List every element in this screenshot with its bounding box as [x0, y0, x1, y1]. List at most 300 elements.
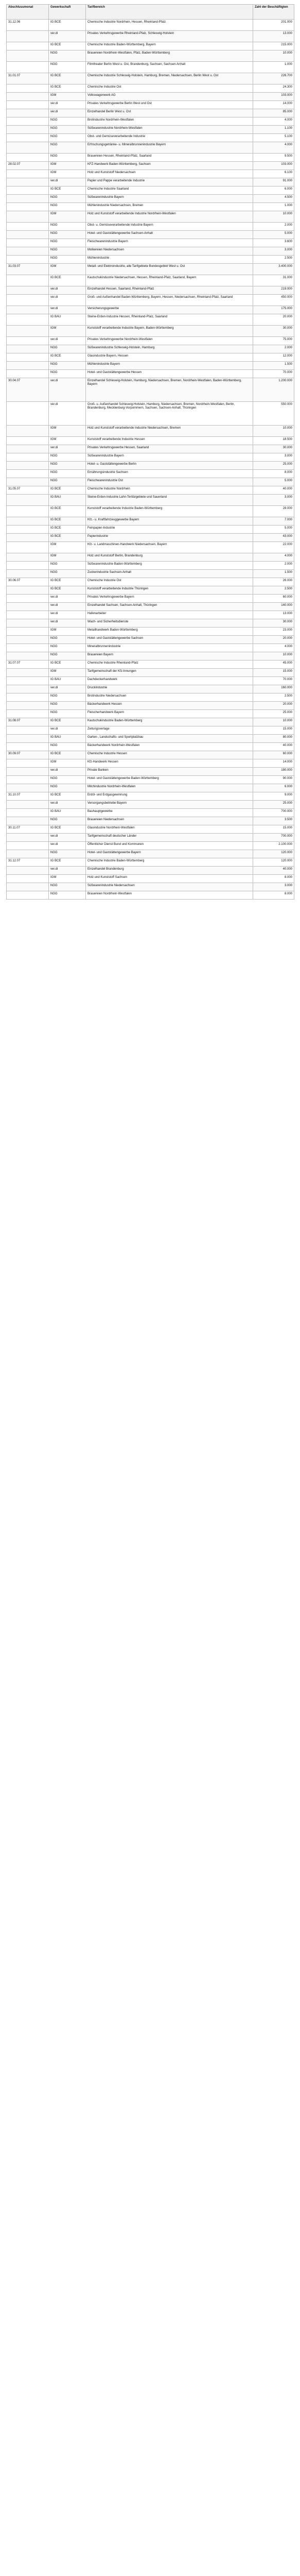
- table-row: [7, 506, 294, 517]
- cell-branch: Bäckerhandwerk Hessen: [86, 702, 253, 710]
- cell-branch: Erdöl- und Erdgasgewinnung: [86, 792, 253, 801]
- cell-union: IG BAU: [49, 809, 86, 817]
- cell-employees: 7.000: [253, 517, 294, 526]
- cell-employees: 3.000: [253, 453, 294, 462]
- cell-month: [7, 842, 49, 850]
- cell-month: [7, 239, 49, 247]
- cell-union: ver.di: [49, 178, 86, 187]
- cell-employees: 60.000: [253, 595, 294, 603]
- cell-branch: Holz und Kunststoff verarbeitende Industrie Nordrhein-Westfalen: [86, 211, 253, 223]
- cell-branch: Tarifgemeinschaft der Kfz-Innungen: [86, 669, 253, 677]
- table-row: [7, 195, 294, 203]
- cell-branch: Wach- und Sicherheitsdienste: [86, 619, 253, 628]
- cell-branch: Brauereien Niedersachsen: [86, 817, 253, 825]
- table-row: [7, 154, 294, 162]
- cell-branch: Chemische Industrie Hessen: [86, 751, 253, 759]
- cell-month: [7, 542, 49, 553]
- cell-month: [7, 126, 49, 134]
- cell-employees: 25.000: [253, 801, 294, 809]
- cell-union: IGM: [49, 170, 86, 178]
- header-month: Abschlussmonat: [7, 5, 49, 20]
- table-row: [7, 31, 294, 42]
- cell-month: [7, 345, 49, 353]
- cell-union: NGG: [49, 231, 86, 239]
- cell-branch: Hotel- u. Gaststättengewerbe Berlin: [86, 462, 253, 470]
- cell-branch: Süßwarenindustrie Niedersachsen: [86, 883, 253, 891]
- cell-month: 31.05.07: [7, 486, 49, 495]
- cell-employees: 3.400.000: [253, 264, 294, 275]
- cell-union: ver.di: [49, 445, 86, 453]
- cell-branch: Öffentlicher Dienst Bund und Kommunen: [86, 842, 253, 850]
- cell-union: NGG: [49, 462, 86, 470]
- cell-month: [7, 628, 49, 636]
- cell-union: IG BCE: [49, 506, 86, 517]
- cell-union: ver.di: [49, 402, 86, 426]
- cell-branch: Hotel- und Gaststättengewerbe Sachsen-Anhalt: [86, 231, 253, 239]
- table-row: [7, 353, 294, 362]
- table-row: [7, 402, 294, 426]
- cell-month: [7, 517, 49, 526]
- table-row: [7, 842, 294, 850]
- cell-branch: Einzelhandel Berlin West u. Ost: [86, 109, 253, 117]
- table-row: [7, 534, 294, 542]
- cell-employees: 1.500: [253, 570, 294, 578]
- cell-union: IGM: [49, 875, 86, 883]
- cell-union: NGG: [49, 652, 86, 660]
- cell-month: [7, 685, 49, 693]
- cell-branch: Hotel- und Gaststättengewerbe Hessen: [86, 370, 253, 378]
- cell-union: IG BCE: [49, 84, 86, 93]
- cell-branch: Private Banken: [86, 768, 253, 776]
- table-row: [7, 93, 294, 101]
- table-header-row: [7, 5, 294, 20]
- cell-employees: 25.000: [253, 710, 294, 718]
- cell-branch: Kautschukindustrie Baden-Württemberg: [86, 718, 253, 726]
- cell-union: ver.di: [49, 109, 86, 117]
- cell-employees: 12.000: [253, 353, 294, 362]
- cell-union: ver.di: [49, 31, 86, 42]
- cell-branch: Glasindustrie Nordrhein-Westfalen: [86, 825, 253, 834]
- cell-branch: Obst- u. Gemüseverarbeitende Industrie Bayern: [86, 223, 253, 231]
- table-row: [7, 867, 294, 875]
- cell-union: NGG: [49, 203, 86, 211]
- cell-month: [7, 784, 49, 792]
- cell-branch: Mühlenindustrie: [86, 256, 253, 264]
- cell-month: [7, 553, 49, 562]
- cell-month: [7, 370, 49, 378]
- table-row: [7, 20, 294, 31]
- cell-branch: Kunststoff verarbeitende Industrie Bayern, Baden-Württemberg: [86, 326, 253, 337]
- cell-employees: 9.000: [253, 792, 294, 801]
- cell-employees: 91.000: [253, 178, 294, 187]
- cell-employees: 103.000: [253, 93, 294, 101]
- cell-branch: Steine-Erden-Industrie Lahn-Tertiärgebiete und Sauerland: [86, 495, 253, 506]
- cell-union: ver.di: [49, 286, 86, 295]
- table-row: [7, 62, 294, 73]
- cell-union: NGG: [49, 256, 86, 264]
- cell-branch: Bauhauptgewerbe: [86, 809, 253, 817]
- cell-month: [7, 759, 49, 768]
- cell-union: NGG: [49, 223, 86, 231]
- cell-month: [7, 735, 49, 743]
- cell-union: IG BAU: [49, 314, 86, 326]
- table-row: [7, 517, 294, 526]
- cell-month: [7, 142, 49, 154]
- cell-branch: Metallhandwerk Baden-Württemberg: [86, 628, 253, 636]
- table-row: [7, 378, 294, 402]
- table-row: [7, 611, 294, 619]
- cell-branch: KFZ-Handwerk Baden-Württemberg, Sachsen: [86, 162, 253, 170]
- cell-employees: 31.000: [253, 275, 294, 286]
- cell-month: [7, 702, 49, 710]
- cell-branch: Kunststoff verarbeitende Industrie Baden-Württemberg: [86, 506, 253, 517]
- cell-union: NGG: [49, 710, 86, 718]
- cell-month: [7, 817, 49, 825]
- cell-employees: 2.500: [253, 693, 294, 702]
- cell-branch: Chemische Industrie Nordrhein, Hessen, Rheinland-Pfalz: [86, 20, 253, 31]
- table-row: [7, 628, 294, 636]
- cell-union: NGG: [49, 370, 86, 378]
- table-row: [7, 470, 294, 478]
- cell-employees: 10.000: [253, 211, 294, 223]
- cell-employees: 3.000: [253, 495, 294, 506]
- cell-union: NGG: [49, 636, 86, 644]
- cell-union: IG BCE: [49, 534, 86, 542]
- table-row: [7, 801, 294, 809]
- cell-employees: 4.500: [253, 195, 294, 203]
- table-row: [7, 743, 294, 751]
- cell-union: IG BCE: [49, 660, 86, 669]
- cell-union: ver.di: [49, 842, 86, 850]
- cell-branch: Einzelhandel Brandenburg: [86, 867, 253, 875]
- cell-month: [7, 478, 49, 486]
- table-row: [7, 710, 294, 718]
- cell-employees: 13.000: [253, 31, 294, 42]
- cell-employees: 2.500: [253, 586, 294, 595]
- cell-employees: 30.000: [253, 445, 294, 453]
- cell-employees: 30.000: [253, 326, 294, 337]
- cell-union: ver.di: [49, 768, 86, 776]
- cell-employees: 700.000: [253, 834, 294, 842]
- cell-union: NGG: [49, 644, 86, 652]
- cell-employees: 8.000: [253, 891, 294, 900]
- cell-month: [7, 743, 49, 751]
- table-row: [7, 362, 294, 370]
- cell-month: [7, 314, 49, 326]
- cell-employees: 15.000: [253, 669, 294, 677]
- cell-branch: Holz und Kunststoff Sachsen: [86, 875, 253, 883]
- cell-month: [7, 652, 49, 660]
- cell-month: [7, 84, 49, 93]
- cell-employees: 6.000: [253, 187, 294, 195]
- cell-union: ver.di: [49, 619, 86, 628]
- cell-union: NGG: [49, 850, 86, 858]
- table-row: [7, 553, 294, 562]
- cell-month: [7, 31, 49, 42]
- table-row: [7, 426, 294, 437]
- table-row: [7, 295, 294, 306]
- cell-union: IG BCE: [49, 825, 86, 834]
- table-row: [7, 314, 294, 326]
- table-row: [7, 306, 294, 314]
- cell-union: IGM: [49, 628, 86, 636]
- cell-employees: 45.000: [253, 660, 294, 669]
- table-row: [7, 562, 294, 570]
- cell-branch: Hotel- und Gaststättengewerbe Sachsen: [86, 636, 253, 644]
- cell-union: NGG: [49, 453, 86, 462]
- table-row: [7, 256, 294, 264]
- cell-branch: Süßwarenindustrie Nordrhein-Westfalen: [86, 126, 253, 134]
- table-row: [7, 101, 294, 109]
- table-row: [7, 453, 294, 462]
- table-row: [7, 134, 294, 142]
- cell-employees: 60.000: [253, 751, 294, 759]
- cell-branch: Kautschukindustrie Niedersachsen, Hessen, Rheinland-Pfalz, Saarland, Bayern: [86, 275, 253, 286]
- cell-month: [7, 295, 49, 306]
- cell-month: [7, 619, 49, 628]
- cell-union: IG BCE: [49, 486, 86, 495]
- cell-employees: 1.100: [253, 126, 294, 134]
- cell-employees: 201.000: [253, 20, 294, 31]
- table-row: [7, 437, 294, 445]
- cell-month: [7, 62, 49, 73]
- table-row: [7, 170, 294, 178]
- cell-employees: 550.000: [253, 402, 294, 426]
- cell-union: IGM: [49, 162, 86, 170]
- table-row: [7, 586, 294, 595]
- cell-month: [7, 187, 49, 195]
- cell-branch: Einzelhandel Hessen, Saarland, Rheinland-Pfalz: [86, 286, 253, 295]
- cell-month: 31.01.07: [7, 73, 49, 84]
- table-body: [7, 20, 294, 900]
- table-row: [7, 891, 294, 900]
- cell-month: [7, 231, 49, 239]
- cell-employees: 85.000: [253, 109, 294, 117]
- cell-month: [7, 337, 49, 345]
- cell-employees: 40.000: [253, 743, 294, 751]
- cell-month: [7, 275, 49, 286]
- cell-branch: Süßwarenindustrie Schleswig-Holstein, Hamburg: [86, 345, 253, 353]
- table-row: [7, 850, 294, 858]
- cell-branch: Kfz- u. Landmaschinen-Handwerk Niedersachsen, Bayern: [86, 542, 253, 553]
- table-row: [7, 445, 294, 453]
- cell-month: [7, 586, 49, 595]
- cell-union: ver.di: [49, 306, 86, 314]
- cell-month: [7, 603, 49, 611]
- cell-month: [7, 809, 49, 817]
- cell-month: [7, 768, 49, 776]
- table-row: [7, 685, 294, 693]
- cell-month: [7, 534, 49, 542]
- cell-branch: Brotindustrie Nordrhein-Westfalen: [86, 117, 253, 126]
- cell-employees: 8.000: [253, 875, 294, 883]
- cell-month: [7, 453, 49, 462]
- cell-branch: Kfz-Handwerk Hessen: [86, 759, 253, 768]
- cell-union: ver.di: [49, 726, 86, 735]
- cell-month: 31.12.07: [7, 858, 49, 867]
- table-row: [7, 834, 294, 842]
- table-row: [7, 759, 294, 768]
- cell-branch: Molkereien Niedersachsen: [86, 247, 253, 256]
- cell-branch: Holz und Kunststoff verarbeitende Industrie Niedersachsen, Bremen: [86, 426, 253, 437]
- cell-union: NGG: [49, 776, 86, 784]
- cell-union: IG BCE: [49, 73, 86, 84]
- cell-branch: Steine-Erden-Industrie Hessen, Rheinland-Pfalz, Saarland: [86, 314, 253, 326]
- table-row: [7, 578, 294, 586]
- cell-employees: 140.000: [253, 603, 294, 611]
- cell-branch: Privates Verkehrsgewerbe Rheinland-Pfalz, Schleswig-Holstein: [86, 31, 253, 42]
- cell-branch: Fleischwarenindustrie Ost: [86, 478, 253, 486]
- cell-employees: 30.000: [253, 619, 294, 628]
- table-row: [7, 223, 294, 231]
- cell-month: [7, 286, 49, 295]
- cell-month: [7, 109, 49, 117]
- cell-branch: Holz und Kunststoff Berlin, Brandenburg: [86, 553, 253, 562]
- cell-branch: Groß- u. Außenhandel Schleswig-Holstein, Hamburg, Niedersachsen, Bremen, Nordrhein-Westfalen, Berlin, Brandenburg, Mecklenburg-Vorpommern, Sachsen, Sachsen-Anhalt, Thüringen: [86, 402, 253, 426]
- cell-union: ver.di: [49, 295, 86, 306]
- table-row: [7, 595, 294, 603]
- cell-employees: 9.500: [253, 154, 294, 162]
- cell-union: IG BCE: [49, 187, 86, 195]
- cell-employees: 80.000: [253, 735, 294, 743]
- cell-branch: Versicherungsgewerbe: [86, 306, 253, 314]
- table-row: [7, 117, 294, 126]
- cell-employees: 43.000: [253, 534, 294, 542]
- cell-branch: Brauereien Nordrhein-Westfalen: [86, 891, 253, 900]
- cell-branch: Druckindustrie: [86, 685, 253, 693]
- cell-employees: 3.500: [253, 817, 294, 825]
- table-row: [7, 345, 294, 353]
- cell-branch: Papier und Pappe verarbeitende Industrie: [86, 178, 253, 187]
- cell-branch: Zeitungsverlage: [86, 726, 253, 735]
- cell-month: [7, 526, 49, 534]
- table-row: [7, 817, 294, 825]
- table-row: [7, 784, 294, 792]
- cell-employees: 25.000: [253, 462, 294, 470]
- cell-month: 30.04.07: [7, 378, 49, 402]
- cell-union: NGG: [49, 142, 86, 154]
- table-row: [7, 264, 294, 275]
- cell-month: [7, 247, 49, 256]
- cell-month: [7, 834, 49, 842]
- table-row: [7, 751, 294, 759]
- cell-union: IGM: [49, 426, 86, 437]
- cell-union: IG BAU: [49, 495, 86, 506]
- cell-employees: 70.000: [253, 370, 294, 378]
- cell-union: ver.di: [49, 685, 86, 693]
- table-row: [7, 495, 294, 506]
- cell-union: ver.di: [49, 378, 86, 402]
- cell-employees: 120.000: [253, 850, 294, 858]
- table-row: [7, 677, 294, 685]
- cell-union: IGM: [49, 211, 86, 223]
- cell-month: 31.10.07: [7, 792, 49, 801]
- cell-month: [7, 426, 49, 437]
- cell-union: NGG: [49, 891, 86, 900]
- cell-month: 31.03.07: [7, 264, 49, 275]
- table-row: [7, 247, 294, 256]
- cell-employees: 10.000: [253, 50, 294, 62]
- cell-employees: 120.000: [253, 858, 294, 867]
- cell-union: IG BCE: [49, 275, 86, 286]
- table-row: [7, 462, 294, 470]
- cell-employees: 1.500: [253, 362, 294, 370]
- cell-branch: Mühlenindustrie Bayern: [86, 362, 253, 370]
- cell-employees: 4.000: [253, 117, 294, 126]
- cell-month: [7, 402, 49, 426]
- table-row: [7, 142, 294, 154]
- cell-branch: Holz und Kunststoff Niedersachsen: [86, 170, 253, 178]
- cell-month: 30.09.07: [7, 751, 49, 759]
- cell-month: [7, 211, 49, 223]
- table-row: [7, 652, 294, 660]
- cell-month: [7, 437, 49, 445]
- cell-month: [7, 256, 49, 264]
- cell-branch: Hotel- und Gaststättengewerbe Bayern: [86, 850, 253, 858]
- cell-employees: 90.000: [253, 776, 294, 784]
- cell-branch: Brotindustrie Niedersachsen: [86, 693, 253, 702]
- cell-month: [7, 445, 49, 453]
- cell-branch: Chemische Industrie Ost: [86, 84, 253, 93]
- table-row: [7, 203, 294, 211]
- cell-employees: 10.000: [253, 426, 294, 437]
- cell-branch: Chemische Industrie Schleswig-Holstein, Hamburg, Bremen, Niedersachsen, Berlin West u. Ost: [86, 73, 253, 84]
- cell-month: [7, 101, 49, 109]
- table-row: [7, 883, 294, 891]
- cell-employees: 2.000: [253, 223, 294, 231]
- table-row: [7, 660, 294, 669]
- cell-employees: 2.000: [253, 562, 294, 570]
- cell-branch: Groß- und Außenhandel Baden-Württemberg, Bayern, Hessen, Niedersachsen, Rheinland-Pfalz, Saarland: [86, 295, 253, 306]
- table-row: [7, 337, 294, 345]
- table-row: [7, 50, 294, 62]
- table-row: [7, 542, 294, 553]
- cell-union: IG BCE: [49, 517, 86, 526]
- cell-month: [7, 875, 49, 883]
- table-row: [7, 768, 294, 776]
- cell-employees: 10.000: [253, 652, 294, 660]
- cell-union: IG BCE: [49, 578, 86, 586]
- cell-union: IG BCE: [49, 718, 86, 726]
- cell-branch: Fleischerhandwerk Bayern: [86, 710, 253, 718]
- cell-branch: Brauereien Nordrhein-Westfalen, Pfalz, Baden-Württemberg: [86, 50, 253, 62]
- cell-union: IG BCE: [49, 42, 86, 50]
- cell-month: [7, 850, 49, 858]
- cell-month: [7, 362, 49, 370]
- cell-branch: Süßwarenindustrie Bayern: [86, 453, 253, 462]
- cell-employees: 14.000: [253, 101, 294, 109]
- cell-employees: 2.100.000: [253, 842, 294, 850]
- table-row: [7, 126, 294, 134]
- table-row: [7, 73, 294, 84]
- cell-union: IGM: [49, 93, 86, 101]
- cell-branch: Volkswagenwerk AG: [86, 93, 253, 101]
- table-row: [7, 286, 294, 295]
- cell-branch: Bäckerhandwerk Nordrhein-Westfalen: [86, 743, 253, 751]
- cell-union: NGG: [49, 134, 86, 142]
- table-row: [7, 526, 294, 534]
- table-row: [7, 776, 294, 784]
- table-wrapper: [6, 4, 294, 900]
- tariff-table: [6, 4, 294, 900]
- cell-employees: 75.000: [253, 337, 294, 345]
- cell-branch: Chemische Industrie Ost: [86, 578, 253, 586]
- cell-employees: 3.000: [253, 247, 294, 256]
- cell-branch: Ernährungsindustrie Sachsen: [86, 470, 253, 478]
- cell-union: NGG: [49, 562, 86, 570]
- table-row: [7, 726, 294, 735]
- cell-union: NGG: [49, 693, 86, 702]
